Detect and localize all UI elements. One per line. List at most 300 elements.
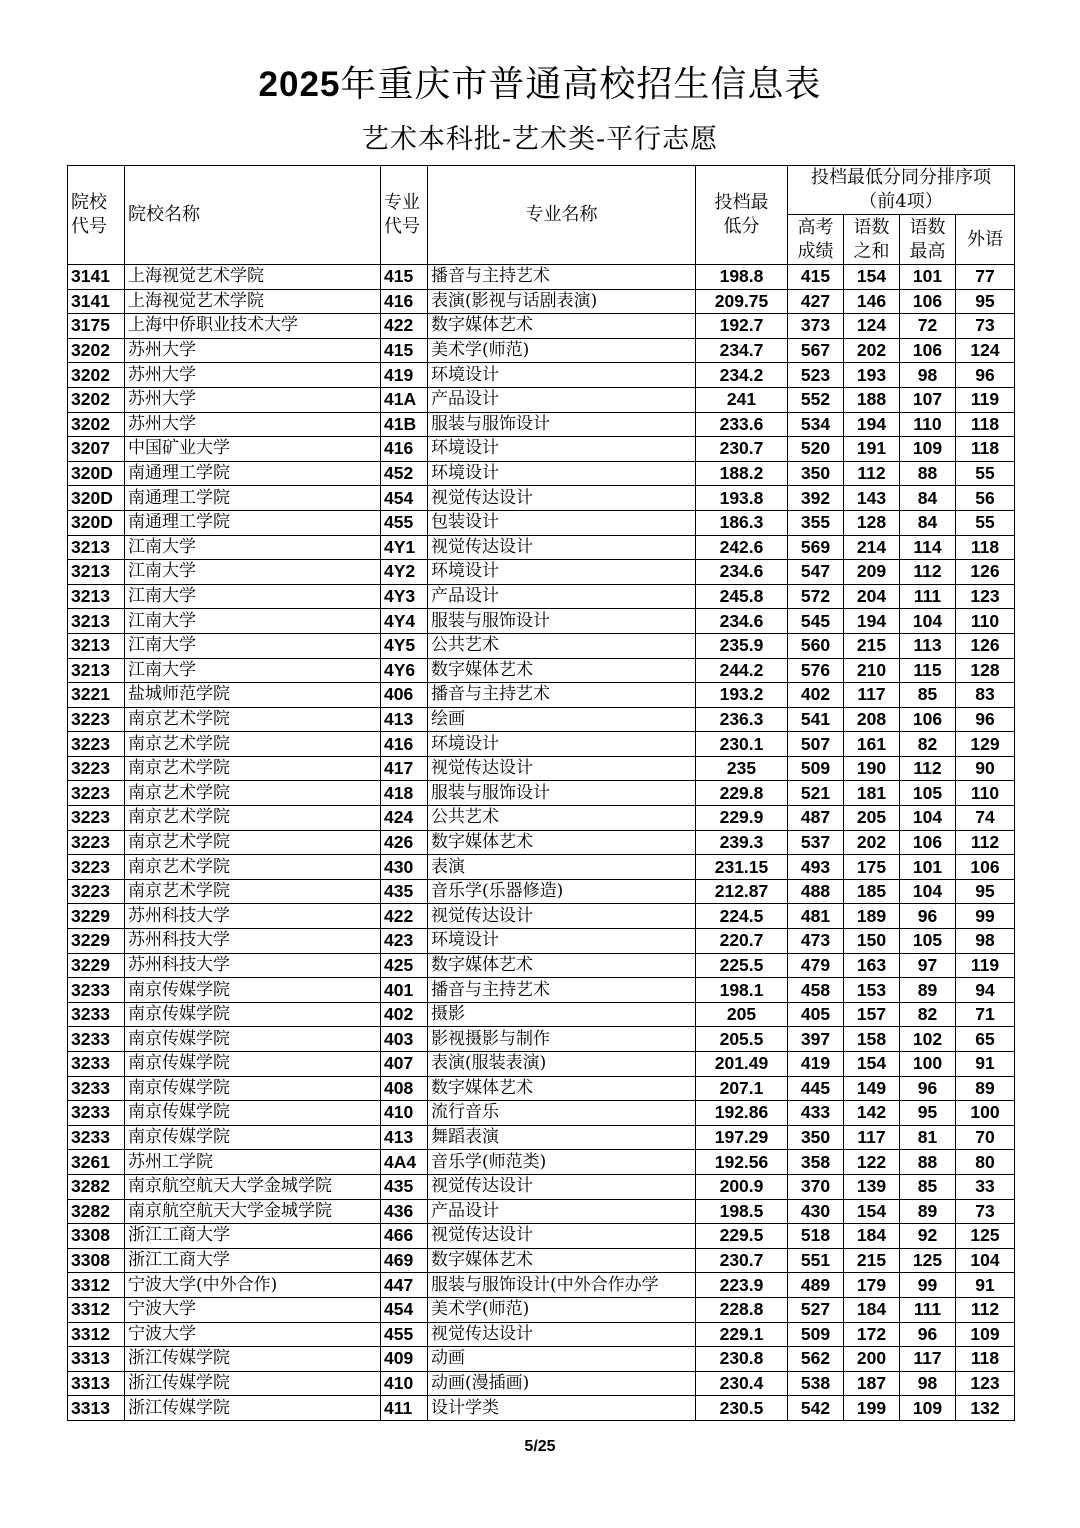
cell-yushu-max: 96	[900, 904, 956, 929]
cell-major-code: 422	[381, 904, 428, 929]
cell-gaokao-score: 507	[788, 732, 844, 757]
cell-yushu-sum: 214	[844, 535, 900, 560]
cell-waiyu-score: 106	[956, 855, 1015, 880]
cell-yushu-max: 106	[900, 707, 956, 732]
cell-min-score: 230.8	[696, 1347, 788, 1372]
cell-yushu-sum: 208	[844, 707, 900, 732]
cell-min-score: 223.9	[696, 1273, 788, 1298]
cell-yushu-sum: 153	[844, 978, 900, 1003]
table-row	[68, 461, 1015, 486]
header-yushu-sum: 语数之和	[844, 215, 900, 265]
cell-gaokao-score: 350	[788, 1125, 844, 1150]
cell-gaokao-score: 493	[788, 855, 844, 880]
cell-waiyu-score: 110	[956, 609, 1015, 634]
table-body	[68, 265, 1015, 1421]
cell-waiyu-score: 128	[956, 658, 1015, 683]
admission-table	[67, 165, 1015, 1421]
cell-yushu-sum: 188	[844, 387, 900, 412]
cell-school-code: 3312	[68, 1273, 125, 1298]
cell-yushu-sum: 139	[844, 1174, 900, 1199]
cell-school-name: 宁波大学	[125, 1297, 381, 1322]
table-row	[68, 855, 1015, 880]
cell-gaokao-score: 551	[788, 1248, 844, 1273]
cell-waiyu-score: 112	[956, 1297, 1015, 1322]
cell-waiyu-score: 110	[956, 781, 1015, 806]
table-row	[68, 1396, 1015, 1421]
cell-yushu-sum: 112	[844, 461, 900, 486]
cell-major-name: 动画(漫插画)	[428, 1371, 696, 1396]
cell-yushu-max: 109	[900, 1396, 956, 1421]
cell-yushu-max: 104	[900, 806, 956, 831]
table-row	[68, 1052, 1015, 1077]
cell-min-score: 231.15	[696, 855, 788, 880]
cell-school-code: 3213	[68, 609, 125, 634]
cell-school-code: 320D	[68, 486, 125, 511]
cell-school-name: 南京艺术学院	[125, 806, 381, 831]
cell-major-code: 4Y6	[381, 658, 428, 683]
cell-yushu-sum: 154	[844, 1052, 900, 1077]
cell-major-name: 视觉传达设计	[428, 1322, 696, 1347]
cell-gaokao-score: 358	[788, 1150, 844, 1175]
cell-min-score: 230.1	[696, 732, 788, 757]
cell-waiyu-score: 91	[956, 1273, 1015, 1298]
cell-waiyu-score: 98	[956, 929, 1015, 954]
cell-school-name: 浙江工商大学	[125, 1248, 381, 1273]
cell-school-code: 3261	[68, 1150, 125, 1175]
table-row	[68, 289, 1015, 314]
cell-yushu-sum: 209	[844, 560, 900, 585]
cell-school-name: 宁波大学(中外合作)	[125, 1273, 381, 1298]
table-row	[68, 510, 1015, 535]
cell-major-name: 环境设计	[428, 732, 696, 757]
cell-school-name: 南京传媒学院	[125, 1002, 381, 1027]
cell-yushu-max: 85	[900, 683, 956, 708]
table-row	[68, 1297, 1015, 1322]
cell-school-code: 3213	[68, 658, 125, 683]
table-row	[68, 486, 1015, 511]
cell-school-name: 江南大学	[125, 584, 381, 609]
cell-school-code: 3233	[68, 1101, 125, 1126]
cell-gaokao-score: 433	[788, 1101, 844, 1126]
cell-school-code: 3223	[68, 879, 125, 904]
table-row	[68, 806, 1015, 831]
cell-school-name: 南京艺术学院	[125, 781, 381, 806]
cell-gaokao-score: 560	[788, 633, 844, 658]
cell-yushu-sum: 194	[844, 609, 900, 634]
cell-yushu-max: 99	[900, 1273, 956, 1298]
cell-major-code: 417	[381, 756, 428, 781]
cell-yushu-max: 105	[900, 929, 956, 954]
cell-school-name: 苏州大学	[125, 338, 381, 363]
cell-major-name: 环境设计	[428, 437, 696, 462]
cell-yushu-max: 109	[900, 437, 956, 462]
cell-min-score: 228.8	[696, 1297, 788, 1322]
table-row	[68, 609, 1015, 634]
cell-waiyu-score: 89	[956, 1076, 1015, 1101]
cell-min-score: 193.2	[696, 683, 788, 708]
cell-major-code: 416	[381, 437, 428, 462]
cell-school-name: 南京艺术学院	[125, 855, 381, 880]
cell-major-name: 服装与服饰设计	[428, 609, 696, 634]
cell-major-name: 环境设计	[428, 560, 696, 585]
cell-school-code: 3233	[68, 1052, 125, 1077]
cell-major-code: 4Y5	[381, 633, 428, 658]
cell-waiyu-score: 132	[956, 1396, 1015, 1421]
cell-yushu-sum: 172	[844, 1322, 900, 1347]
cell-gaokao-score: 547	[788, 560, 844, 585]
cell-school-name: 浙江工商大学	[125, 1224, 381, 1249]
cell-yushu-sum: 157	[844, 1002, 900, 1027]
cell-yushu-sum: 117	[844, 1125, 900, 1150]
cell-school-code: 3202	[68, 363, 125, 388]
cell-yushu-sum: 122	[844, 1150, 900, 1175]
cell-school-code: 3233	[68, 1027, 125, 1052]
cell-school-code: 3313	[68, 1396, 125, 1421]
cell-min-score: 192.7	[696, 314, 788, 339]
cell-gaokao-score: 552	[788, 387, 844, 412]
cell-school-name: 南京航空航天大学金城学院	[125, 1174, 381, 1199]
cell-waiyu-score: 96	[956, 363, 1015, 388]
cell-school-name: 江南大学	[125, 560, 381, 585]
header-major-code: 专业代号	[381, 166, 428, 265]
cell-major-code: 41A	[381, 387, 428, 412]
title-year: 2025	[258, 65, 341, 104]
cell-major-name: 美术学(师范)	[428, 338, 696, 363]
cell-yushu-sum: 185	[844, 879, 900, 904]
cell-gaokao-score: 458	[788, 978, 844, 1003]
cell-school-code: 3313	[68, 1371, 125, 1396]
cell-school-name: 南京艺术学院	[125, 756, 381, 781]
cell-min-score: 233.6	[696, 412, 788, 437]
cell-yushu-max: 101	[900, 265, 956, 290]
cell-waiyu-score: 109	[956, 1322, 1015, 1347]
cell-yushu-max: 102	[900, 1027, 956, 1052]
cell-school-code: 3312	[68, 1297, 125, 1322]
cell-yushu-max: 96	[900, 1322, 956, 1347]
cell-waiyu-score: 123	[956, 584, 1015, 609]
cell-waiyu-score: 125	[956, 1224, 1015, 1249]
cell-major-name: 数字媒体艺术	[428, 658, 696, 683]
cell-yushu-sum: 194	[844, 412, 900, 437]
cell-school-name: 南京传媒学院	[125, 978, 381, 1003]
cell-waiyu-score: 70	[956, 1125, 1015, 1150]
cell-min-score: 188.2	[696, 461, 788, 486]
cell-waiyu-score: 73	[956, 1199, 1015, 1224]
cell-min-score: 224.5	[696, 904, 788, 929]
cell-major-code: 408	[381, 1076, 428, 1101]
cell-yushu-sum: 179	[844, 1273, 900, 1298]
header-tiebreak-group: 投档最低分同分排序项（前4项）	[788, 166, 1015, 215]
cell-major-name: 视觉传达设计	[428, 535, 696, 560]
cell-min-score: 239.3	[696, 830, 788, 855]
cell-waiyu-score: 129	[956, 732, 1015, 757]
cell-waiyu-score: 33	[956, 1174, 1015, 1199]
cell-major-code: 430	[381, 855, 428, 880]
table-row	[68, 1273, 1015, 1298]
cell-gaokao-score: 370	[788, 1174, 844, 1199]
cell-gaokao-score: 415	[788, 265, 844, 290]
cell-school-name: 江南大学	[125, 535, 381, 560]
cell-yushu-sum: 215	[844, 1248, 900, 1273]
cell-yushu-sum: 190	[844, 756, 900, 781]
cell-waiyu-score: 96	[956, 707, 1015, 732]
table-row	[68, 756, 1015, 781]
header-school-name: 院校名称	[125, 166, 381, 265]
cell-school-name: 上海中侨职业技术大学	[125, 314, 381, 339]
cell-major-code: 416	[381, 289, 428, 314]
cell-gaokao-score: 430	[788, 1199, 844, 1224]
cell-yushu-max: 115	[900, 658, 956, 683]
cell-major-code: 406	[381, 683, 428, 708]
table-row	[68, 929, 1015, 954]
cell-min-score: 201.49	[696, 1052, 788, 1077]
cell-major-name: 音乐学(师范类)	[428, 1150, 696, 1175]
cell-yushu-sum: 200	[844, 1347, 900, 1372]
cell-min-score: 229.9	[696, 806, 788, 831]
cell-major-name: 数字媒体艺术	[428, 953, 696, 978]
cell-major-code: 436	[381, 1199, 428, 1224]
table-row	[68, 314, 1015, 339]
cell-yushu-max: 107	[900, 387, 956, 412]
cell-major-name: 绘画	[428, 707, 696, 732]
page-number: 5/25	[524, 1438, 556, 1455]
cell-major-name: 环境设计	[428, 363, 696, 388]
cell-min-score: 235.9	[696, 633, 788, 658]
cell-school-name: 南京艺术学院	[125, 707, 381, 732]
cell-major-name: 数字媒体艺术	[428, 314, 696, 339]
cell-yushu-sum: 205	[844, 806, 900, 831]
cell-waiyu-score: 118	[956, 1347, 1015, 1372]
cell-school-code: 3233	[68, 978, 125, 1003]
cell-school-code: 3313	[68, 1347, 125, 1372]
table-row	[68, 1002, 1015, 1027]
cell-school-code: 3213	[68, 560, 125, 585]
cell-gaokao-score: 520	[788, 437, 844, 462]
cell-waiyu-score: 119	[956, 387, 1015, 412]
cell-major-code: 454	[381, 486, 428, 511]
cell-school-name: 中国矿业大学	[125, 437, 381, 462]
table-row	[68, 683, 1015, 708]
cell-yushu-max: 82	[900, 1002, 956, 1027]
cell-major-name: 舞蹈表演	[428, 1125, 696, 1150]
cell-min-score: 234.6	[696, 560, 788, 585]
table-row	[68, 1125, 1015, 1150]
cell-gaokao-score: 541	[788, 707, 844, 732]
cell-min-score: 230.5	[696, 1396, 788, 1421]
cell-school-name: 江南大学	[125, 633, 381, 658]
cell-school-code: 3202	[68, 387, 125, 412]
cell-yushu-max: 89	[900, 1199, 956, 1224]
cell-major-code: 415	[381, 338, 428, 363]
cell-yushu-max: 82	[900, 732, 956, 757]
cell-yushu-max: 95	[900, 1101, 956, 1126]
cell-school-code: 3229	[68, 929, 125, 954]
cell-yushu-max: 101	[900, 855, 956, 880]
cell-yushu-sum: 146	[844, 289, 900, 314]
cell-yushu-sum: 163	[844, 953, 900, 978]
cell-gaokao-score: 569	[788, 535, 844, 560]
cell-major-name: 动画	[428, 1347, 696, 1372]
table-row	[68, 1322, 1015, 1347]
cell-school-name: 南京艺术学院	[125, 732, 381, 757]
cell-major-name: 环境设计	[428, 929, 696, 954]
cell-major-code: 415	[381, 265, 428, 290]
header-waiyu: 外语	[956, 215, 1015, 265]
cell-school-code: 3223	[68, 830, 125, 855]
cell-waiyu-score: 91	[956, 1052, 1015, 1077]
cell-min-score: 198.8	[696, 265, 788, 290]
cell-waiyu-score: 123	[956, 1371, 1015, 1396]
cell-yushu-max: 105	[900, 781, 956, 806]
cell-yushu-sum: 154	[844, 1199, 900, 1224]
cell-school-name: 南京艺术学院	[125, 830, 381, 855]
cell-gaokao-score: 523	[788, 363, 844, 388]
cell-yushu-sum: 215	[844, 633, 900, 658]
cell-major-code: 4A4	[381, 1150, 428, 1175]
cell-waiyu-score: 124	[956, 338, 1015, 363]
cell-school-name: 浙江传媒学院	[125, 1396, 381, 1421]
cell-yushu-sum: 149	[844, 1076, 900, 1101]
cell-major-code: 422	[381, 314, 428, 339]
cell-min-score: 236.3	[696, 707, 788, 732]
cell-major-name: 摄影	[428, 1002, 696, 1027]
table-row	[68, 781, 1015, 806]
cell-major-name: 视觉传达设计	[428, 486, 696, 511]
cell-school-code: 3233	[68, 1076, 125, 1101]
cell-school-code: 3223	[68, 732, 125, 757]
table-row	[68, 1150, 1015, 1175]
cell-yushu-max: 117	[900, 1347, 956, 1372]
cell-gaokao-score: 521	[788, 781, 844, 806]
cell-major-code: 41B	[381, 412, 428, 437]
table-row	[68, 904, 1015, 929]
cell-major-code: 452	[381, 461, 428, 486]
cell-yushu-max: 100	[900, 1052, 956, 1077]
cell-yushu-max: 97	[900, 953, 956, 978]
cell-min-score: 197.29	[696, 1125, 788, 1150]
cell-yushu-max: 98	[900, 1371, 956, 1396]
cell-school-code: 3175	[68, 314, 125, 339]
cell-school-code: 3221	[68, 683, 125, 708]
cell-gaokao-score: 509	[788, 1322, 844, 1347]
cell-yushu-sum: 191	[844, 437, 900, 462]
cell-school-code: 3207	[68, 437, 125, 462]
page-subtitle: 艺术本科批-艺术类-平行志愿	[361, 124, 719, 155]
cell-gaokao-score: 518	[788, 1224, 844, 1249]
cell-waiyu-score: 112	[956, 830, 1015, 855]
cell-major-code: 403	[381, 1027, 428, 1052]
cell-yushu-max: 81	[900, 1125, 956, 1150]
cell-waiyu-score: 55	[956, 510, 1015, 535]
cell-school-name: 南京航空航天大学金城学院	[125, 1199, 381, 1224]
cell-yushu-sum: 184	[844, 1224, 900, 1249]
cell-major-code: 4Y2	[381, 560, 428, 585]
cell-major-name: 设计学类	[428, 1396, 696, 1421]
cell-gaokao-score: 567	[788, 338, 844, 363]
table-row	[68, 658, 1015, 683]
table-row	[68, 535, 1015, 560]
cell-gaokao-score: 487	[788, 806, 844, 831]
cell-major-name: 数字媒体艺术	[428, 1076, 696, 1101]
cell-gaokao-score: 392	[788, 486, 844, 511]
cell-yushu-sum: 150	[844, 929, 900, 954]
cell-major-code: 466	[381, 1224, 428, 1249]
table-row	[68, 560, 1015, 585]
cell-yushu-max: 88	[900, 1150, 956, 1175]
table-row	[68, 1174, 1015, 1199]
cell-yushu-max: 111	[900, 584, 956, 609]
cell-min-score: 200.9	[696, 1174, 788, 1199]
cell-yushu-max: 114	[900, 535, 956, 560]
cell-yushu-sum: 154	[844, 265, 900, 290]
cell-school-code: 3223	[68, 756, 125, 781]
cell-school-code: 3229	[68, 953, 125, 978]
cell-school-name: 南京传媒学院	[125, 1027, 381, 1052]
cell-yushu-sum: 202	[844, 338, 900, 363]
cell-min-score: 229.8	[696, 781, 788, 806]
cell-gaokao-score: 355	[788, 510, 844, 535]
cell-yushu-sum: 158	[844, 1027, 900, 1052]
cell-school-code: 3202	[68, 412, 125, 437]
cell-waiyu-score: 83	[956, 683, 1015, 708]
cell-school-code: 320D	[68, 510, 125, 535]
cell-major-name: 表演(影视与话剧表演)	[428, 289, 696, 314]
cell-min-score: 225.5	[696, 953, 788, 978]
cell-major-name: 产品设计	[428, 584, 696, 609]
cell-gaokao-score: 537	[788, 830, 844, 855]
cell-gaokao-score: 479	[788, 953, 844, 978]
cell-major-name: 公共艺术	[428, 806, 696, 831]
cell-school-name: 盐城师范学院	[125, 683, 381, 708]
cell-school-code: 3229	[68, 904, 125, 929]
cell-major-name: 视觉传达设计	[428, 756, 696, 781]
cell-yushu-max: 96	[900, 1076, 956, 1101]
header-school-code: 院校代号	[68, 166, 125, 265]
cell-school-name: 苏州工学院	[125, 1150, 381, 1175]
cell-min-score: 205	[696, 1002, 788, 1027]
cell-major-code: 416	[381, 732, 428, 757]
cell-yushu-sum: 117	[844, 683, 900, 708]
table-row	[68, 1199, 1015, 1224]
cell-yushu-max: 106	[900, 289, 956, 314]
cell-gaokao-score: 534	[788, 412, 844, 437]
cell-gaokao-score: 527	[788, 1297, 844, 1322]
cell-school-name: 上海视觉艺术学院	[125, 265, 381, 290]
cell-school-name: 南通理工学院	[125, 461, 381, 486]
cell-yushu-max: 98	[900, 363, 956, 388]
cell-major-name: 播音与主持艺术	[428, 683, 696, 708]
cell-min-score: 205.5	[696, 1027, 788, 1052]
table-row	[68, 732, 1015, 757]
cell-yushu-sum: 184	[844, 1297, 900, 1322]
cell-gaokao-score: 445	[788, 1076, 844, 1101]
cell-min-score: 229.1	[696, 1322, 788, 1347]
cell-waiyu-score: 74	[956, 806, 1015, 831]
cell-school-code: 3282	[68, 1199, 125, 1224]
cell-school-code: 3312	[68, 1322, 125, 1347]
cell-major-name: 服装与服饰设计	[428, 412, 696, 437]
table-row	[68, 1347, 1015, 1372]
header-min-score: 投档最低分	[696, 166, 788, 265]
cell-min-score: 198.5	[696, 1199, 788, 1224]
cell-major-name: 播音与主持艺术	[428, 978, 696, 1003]
cell-major-code: 424	[381, 806, 428, 831]
cell-school-name: 苏州科技大学	[125, 929, 381, 954]
cell-yushu-max: 111	[900, 1297, 956, 1322]
cell-major-code: 4Y4	[381, 609, 428, 634]
table-row	[68, 830, 1015, 855]
cell-school-code: 320D	[68, 461, 125, 486]
